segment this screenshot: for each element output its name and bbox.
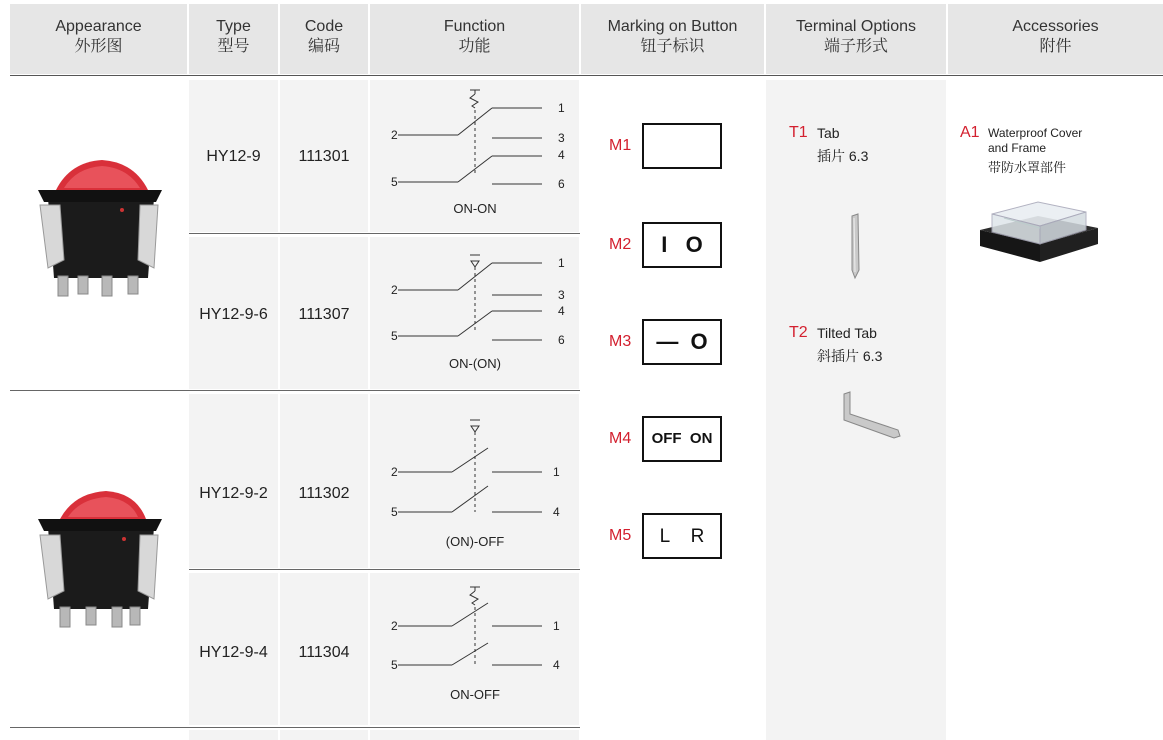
marking-symbol: — O xyxy=(656,329,708,354)
type-cell xyxy=(189,730,278,740)
pin-label: 5 xyxy=(391,505,398,519)
header-code xyxy=(280,4,368,74)
marking-id: M5 xyxy=(609,527,632,544)
type-cell xyxy=(189,394,278,568)
function-label: ON-ON xyxy=(453,201,497,216)
tilted-tab-terminal-image xyxy=(840,390,904,442)
function-cell xyxy=(370,730,579,740)
code-label: 111304 xyxy=(298,644,350,661)
header-marking xyxy=(581,4,764,74)
function-label: (ON)-OFF xyxy=(445,534,505,549)
function-diagram xyxy=(370,394,579,568)
marking-id: M4 xyxy=(609,430,632,447)
pin-label: 5 xyxy=(391,329,398,343)
header-marking-en: Marking on Button xyxy=(607,18,738,35)
tab-terminal-image xyxy=(846,212,866,282)
accessory-name-line2: and Frame xyxy=(988,141,1047,155)
pin-label: 4 xyxy=(558,148,565,162)
header-type xyxy=(189,4,278,74)
marking-blank-box xyxy=(642,123,722,169)
waterproof-cover-image xyxy=(976,192,1102,264)
code-label: 111307 xyxy=(298,306,350,323)
header-accessories xyxy=(948,4,1163,74)
header-type-en: Type xyxy=(216,18,251,35)
pin-label: 5 xyxy=(391,175,398,189)
terminal-zh: 斜插片 6.3 xyxy=(817,348,883,364)
pin-label: 1 xyxy=(553,619,560,633)
pin-label: 1 xyxy=(553,465,560,479)
type-label: HY12-9 xyxy=(206,148,261,165)
function-label: ON-(ON) xyxy=(449,356,501,371)
header-function xyxy=(370,4,579,74)
header-terminal xyxy=(766,4,946,74)
header-marking-zh: 钮子标识 xyxy=(640,38,705,55)
header-code-en: Code xyxy=(304,18,344,35)
pin-label: 3 xyxy=(558,288,565,302)
marking-io-box xyxy=(642,222,722,268)
marking-l-r-box xyxy=(642,513,722,559)
pin-label: 4 xyxy=(558,304,565,318)
terminal-id: T1 xyxy=(789,124,808,141)
type-label: HY12-9-2 xyxy=(199,485,268,502)
marking-dash-o-box xyxy=(642,319,722,365)
type-label: HY12-9-4 xyxy=(199,644,268,661)
header-code-zh: 编码 xyxy=(307,38,340,55)
marking-symbol: OFF ON xyxy=(651,430,713,447)
pin-label: 4 xyxy=(553,658,560,672)
function-label: ON-OFF xyxy=(450,687,500,702)
pin-label: 2 xyxy=(391,619,398,633)
function-diagram xyxy=(370,80,579,232)
marking-symbol: L R xyxy=(659,526,705,547)
rocker-switch-image xyxy=(30,150,170,305)
code-cell xyxy=(280,730,368,740)
terminal-name: Tab xyxy=(817,125,840,141)
accessory-id: A1 xyxy=(960,124,980,141)
header-terminal-zh: 端子形式 xyxy=(823,38,888,55)
terminal-name: Tilted Tab xyxy=(817,325,877,341)
marking-id: M2 xyxy=(609,236,632,253)
header-appearance xyxy=(10,4,187,74)
pin-label: 2 xyxy=(391,283,398,297)
function-diagram xyxy=(370,237,579,389)
pin-label: 2 xyxy=(391,128,398,142)
code-label: 111302 xyxy=(298,485,350,502)
row-divider xyxy=(189,233,580,234)
header-accessories-zh: 附件 xyxy=(1039,38,1072,55)
pin-label: 6 xyxy=(558,177,565,191)
code-label: 111301 xyxy=(298,148,350,165)
marking-off-on-box xyxy=(642,416,722,462)
accessory-name-line1: Waterproof Cover xyxy=(988,126,1083,140)
type-label: HY12-9-6 xyxy=(199,306,268,323)
pin-label: 5 xyxy=(391,658,398,672)
pin-label: 3 xyxy=(558,131,565,145)
accessory-zh: 带防水罩部件 xyxy=(988,160,1067,175)
function-diagram xyxy=(370,573,579,725)
marking-id: M1 xyxy=(609,137,632,154)
row-divider xyxy=(10,390,580,391)
header-appearance-zh: 外形图 xyxy=(74,38,123,55)
marking-id: M3 xyxy=(609,333,632,350)
terminal-id: T2 xyxy=(789,324,808,341)
header-type-zh: 型号 xyxy=(217,38,250,55)
header-function-zh: 功能 xyxy=(458,38,491,55)
pin-label: 1 xyxy=(558,101,565,115)
header-appearance-en: Appearance xyxy=(55,18,142,35)
pin-label: 1 xyxy=(558,256,565,270)
pin-label: 2 xyxy=(391,465,398,479)
rocker-switch-image xyxy=(30,485,170,635)
row-divider xyxy=(10,727,580,728)
header-terminal-en: Terminal Options xyxy=(795,18,917,35)
pin-label: 6 xyxy=(558,333,565,347)
header-rule xyxy=(10,75,1163,76)
code-cell xyxy=(280,394,368,568)
pin-label: 4 xyxy=(553,505,560,519)
marking-symbol: I O xyxy=(661,232,703,257)
terminal-zh: 插片 6.3 xyxy=(817,148,869,164)
header-function-en: Function xyxy=(443,18,506,35)
row-divider xyxy=(189,569,580,570)
header-accessories-en: Accessories xyxy=(1012,18,1099,35)
